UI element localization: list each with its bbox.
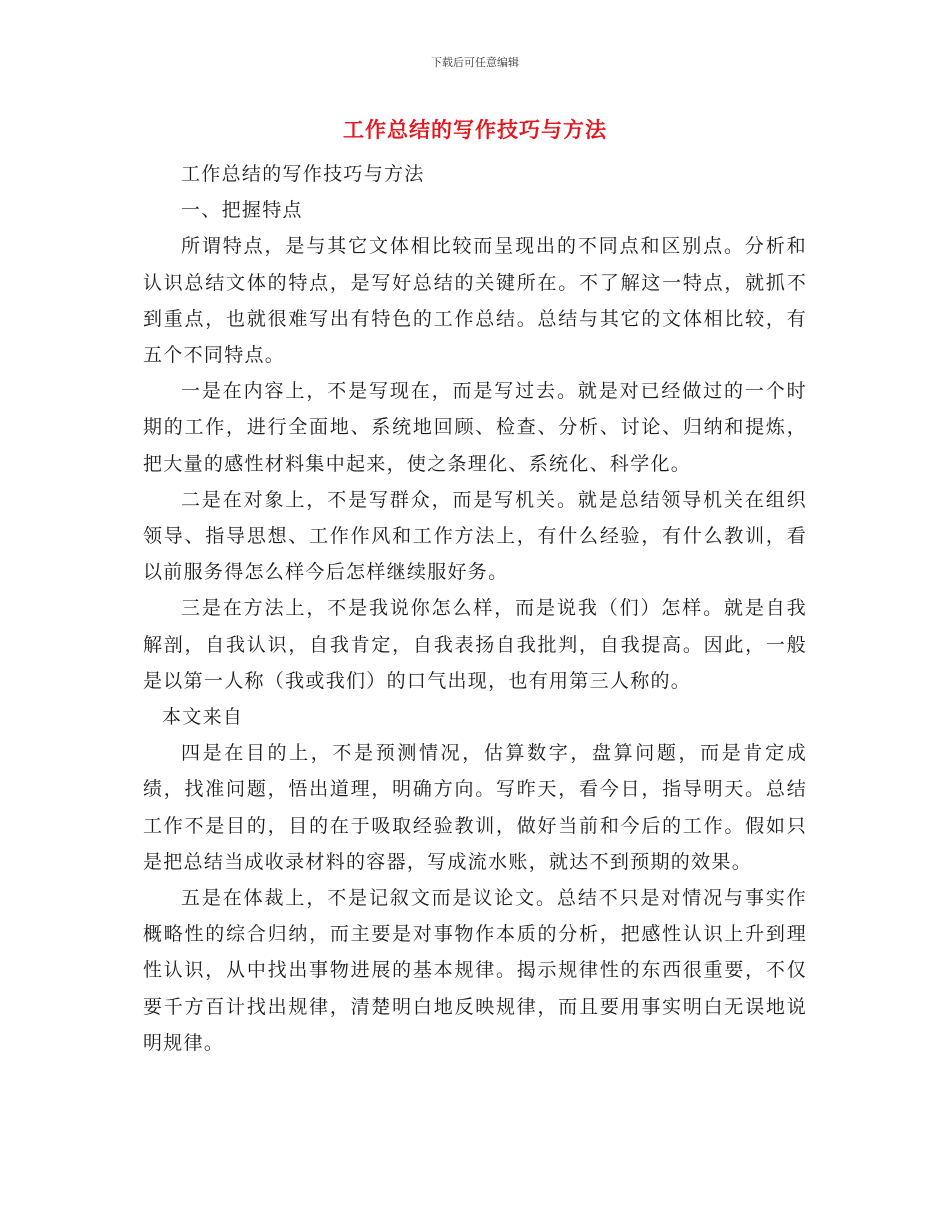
body-paragraph: 五是在体裁上，不是记叙文而是议论文。总结不只是对情况与事实作概略性的综合归纳，而主要是对事物作本质的分析，把感性认识上升到理性认识，从中找出事物进展的基本规律。揭示规律性的东西很重要，不仅要千方百计找出规律，清楚明白地反映规律，而且要用事实明白无误地说明规律。 xyxy=(143,887,807,1054)
body-paragraph: 四是在目的上，不是预测情况，估算数字，盘算问题，而是肯定成绩，找准问题，悟出道理，明确方向。写昨天，看今日，指导明天。总结工作不是目的，目的在于吸取经验教训，做好当前和今后的工作。假如只是把总结当成收录材料的容器，写成流水账，就达不到预期的效果。 xyxy=(143,742,807,873)
body-paragraph: 所谓特点，是与其它文体相比较而呈现出的不同点和区别点。分析和认识总结文体的特点，是写好总结的关键所在。不了解这一特点，就抓不到重点，也就很难写出有特色的工作总结。总结与其它的文体相比较，有五个不同特点。 xyxy=(143,235,807,367)
body-paragraph: 三是在方法上，不是我说你怎么样，而是说我（们）怎样。就是自我解剖，自我认识，自我肯定，自我表扬自我批判，自我提高。因此，一般是以第一人称（我或我们）的口气出现，也有用第三人称的。 xyxy=(143,597,807,692)
body-paragraph: 一是在内容上，不是写现在，而是写过去。就是对已经做过的一个时期的工作，进行全面地、系统地回顾、检查、分析、讨论、归纳和提炼，把大量的感性材料集中起来，使之条理化、系统化、科学化。 xyxy=(143,380,807,475)
section-heading: 一、把握特点 xyxy=(181,199,303,222)
document-body xyxy=(143,156,807,1061)
source-note: 本文来自 xyxy=(162,706,244,729)
subtitle-paragraph: 工作总结的写作技巧与方法 xyxy=(181,163,425,185)
document-title: 工作总结的写作技巧与方法 xyxy=(343,118,607,142)
body-paragraph: 二是在对象上，不是写群众，而是写机关。就是总结领导机关在组织领导、指导思想、工作作风和工作方法上，有什么经验，有什么教训，看以前服务得怎么样今后怎样继续服好务。 xyxy=(143,488,807,584)
header-note: 下载后可任意编辑 xyxy=(431,56,519,69)
